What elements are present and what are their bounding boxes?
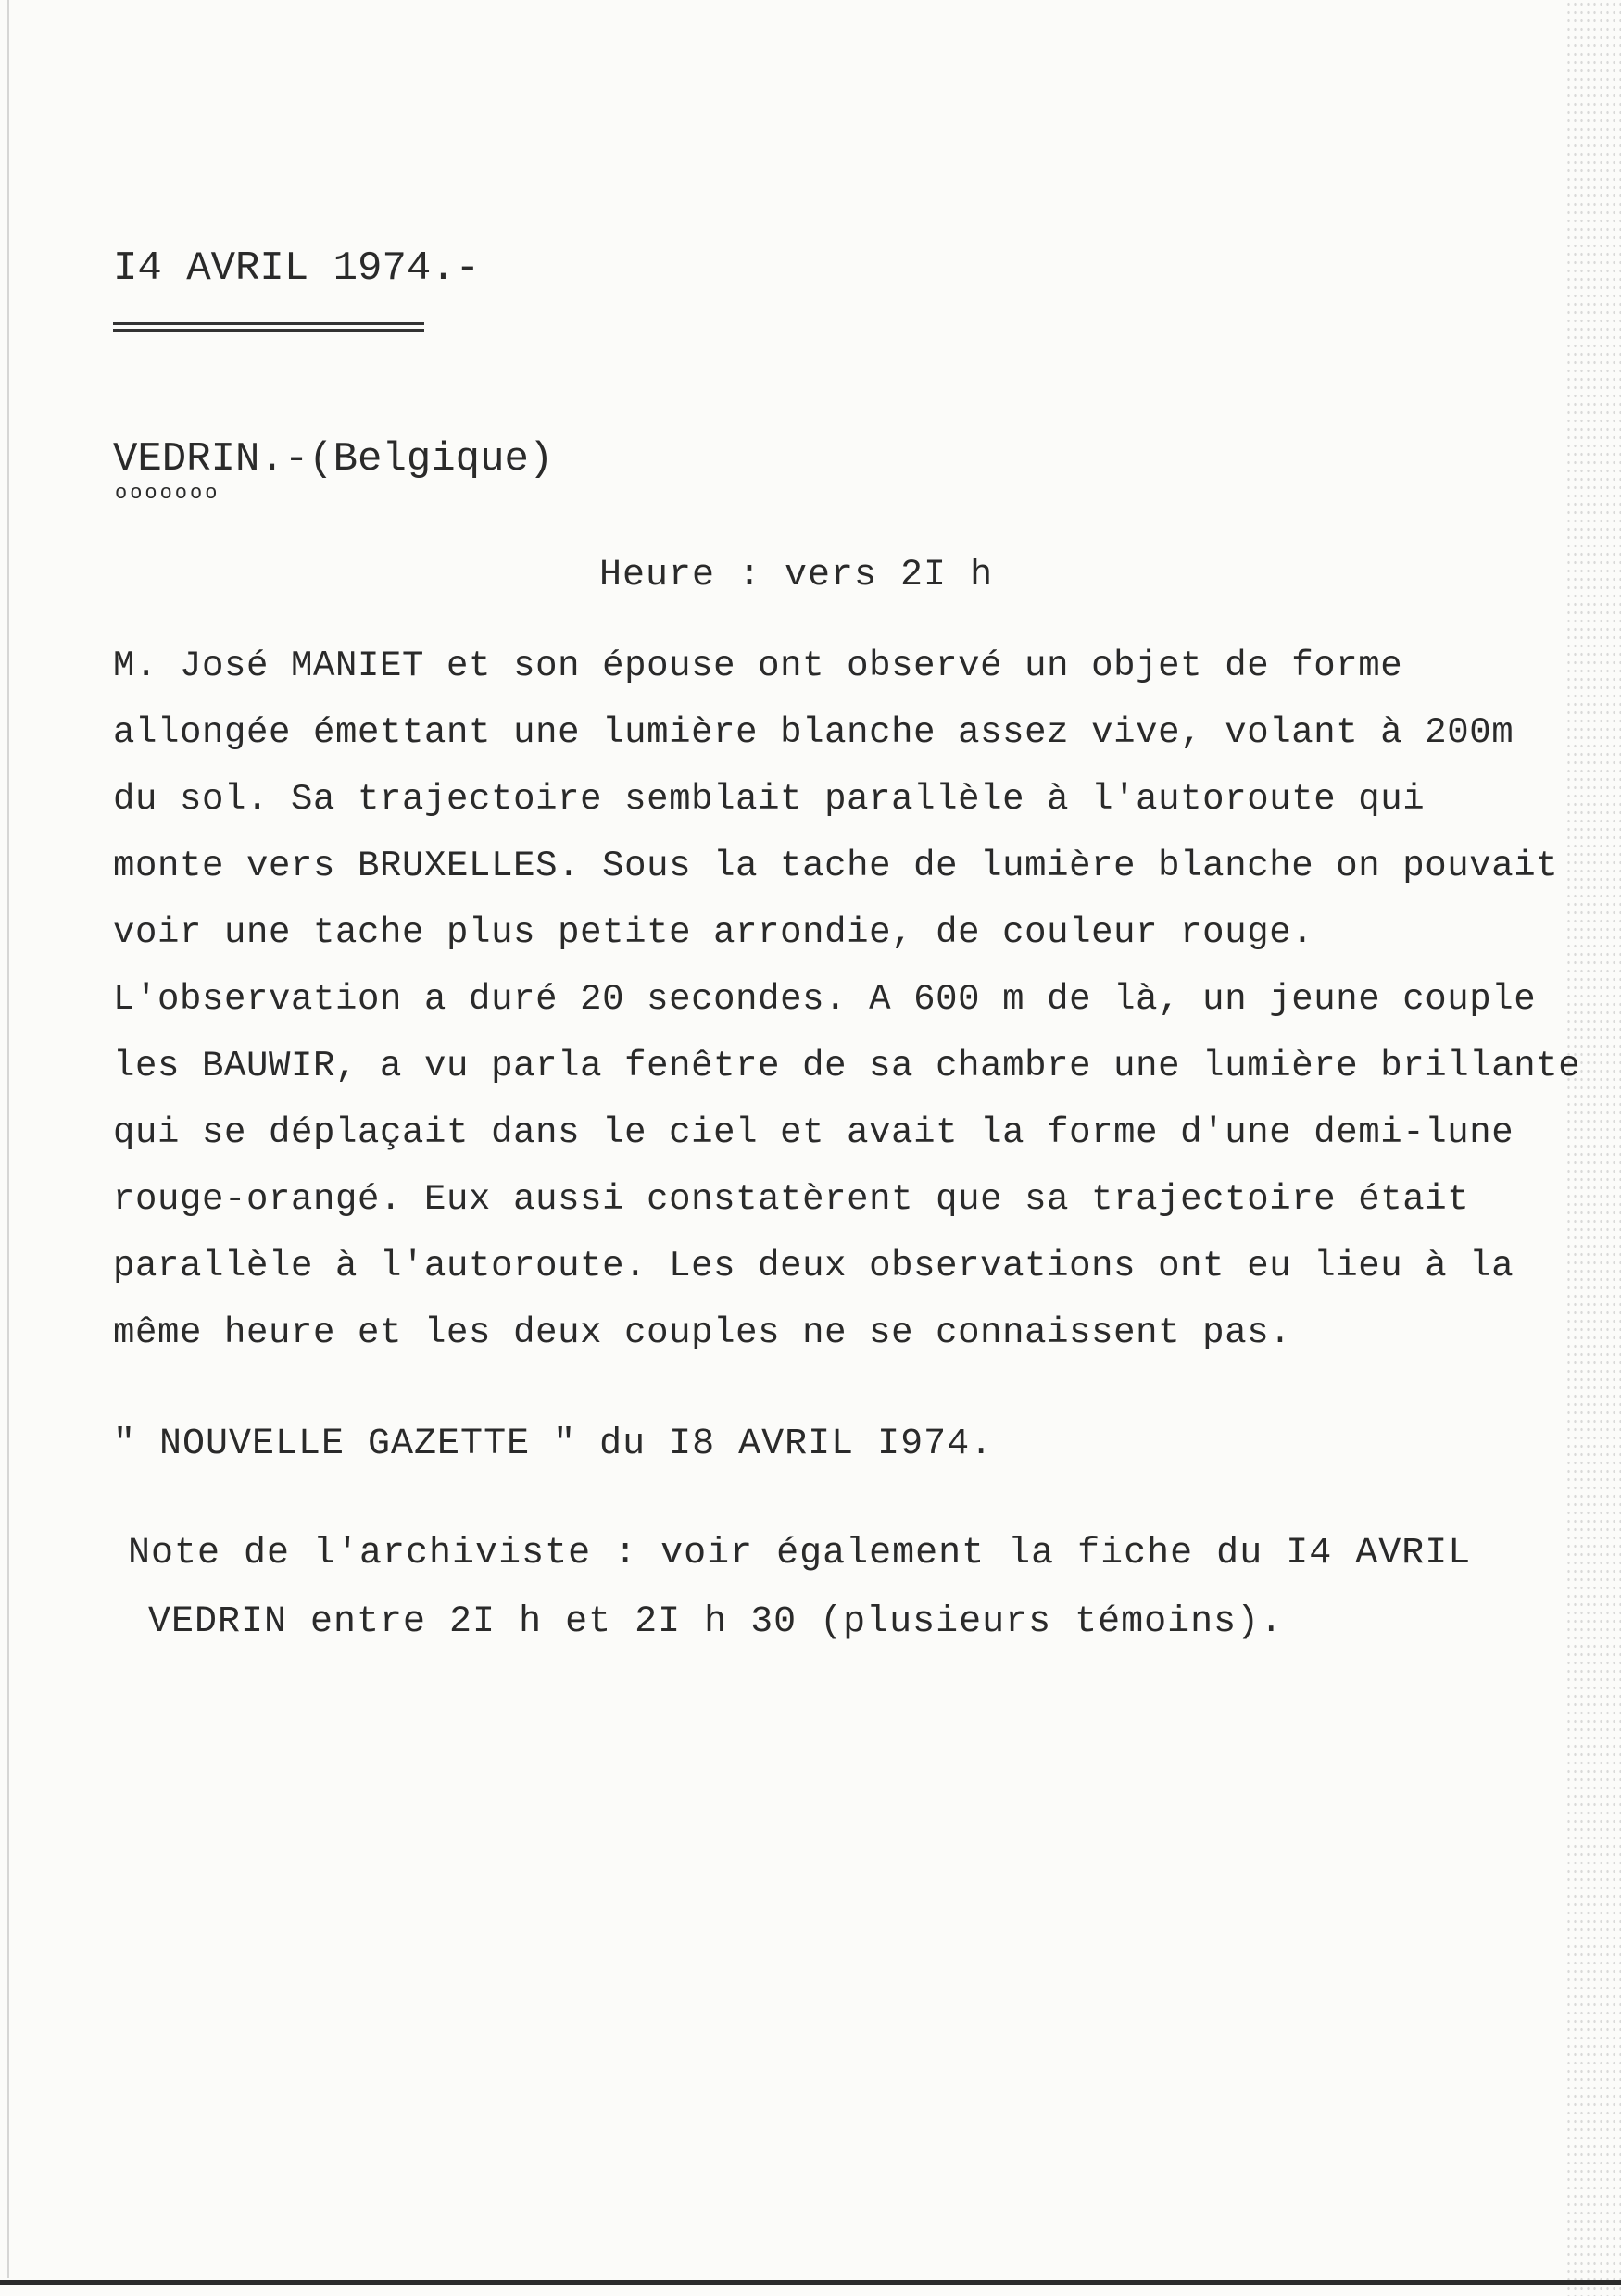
report-line: du sol. Sa trajectoire semblait parallèle à l'autoroute qui — [113, 779, 1426, 820]
report-line: parallèle à l'autoroute. Les deux observations ont eu lieu à la — [113, 1246, 1514, 1286]
document-date-heading: I4 AVRIL 1974.- — [113, 245, 481, 292]
report-line: L'observation a duré 20 secondes. A 600 m de là, un jeune couple — [113, 979, 1537, 1020]
report-line: monte vers BRUXELLES. Sous la tache de lumière blanche on pouvait — [113, 846, 1559, 886]
heading-underline — [113, 322, 424, 325]
report-line: qui se déplaçait dans le ciel et avait la forme d'une demi-lune — [113, 1112, 1514, 1153]
location-underline: ooooooo — [115, 482, 220, 505]
report-line: même heure et les deux couples ne se connaissent pas. — [113, 1312, 1292, 1353]
newspaper-source: " NOUVELLE GAZETTE " du I8 AVRIL I974. — [113, 1424, 994, 1465]
archivist-note-line-1: Note de l'archiviste : voir également la fiche du I4 AVRIL — [128, 1533, 1472, 1575]
scan-bottom-edge — [0, 2280, 1621, 2285]
report-line: allongée émettant une lumière blanche assez vive, volant à 200m — [113, 712, 1514, 753]
location-heading: VEDRIN.-(Belgique) — [113, 436, 554, 483]
scan-right-noise — [1565, 0, 1621, 2296]
report-line: voir une tache plus petite arrondie, de couleur rouge. — [113, 912, 1314, 953]
report-line: rouge-orangé. Eux aussi constatèrent que sa trajectoire était — [113, 1179, 1470, 1220]
observation-time: Heure : vers 2I h — [599, 555, 994, 596]
report-line: les BAUWIR, a vu parla fenêtre de sa chambre une lumière brillante — [113, 1046, 1581, 1086]
heading-underline-second — [113, 329, 424, 332]
scan-left-edge — [7, 0, 9, 2278]
report-line: M. José MANIET et son épouse ont observé un objet de forme — [113, 646, 1403, 686]
archivist-note-line-2: VEDRIN entre 2I h et 2I h 30 (plusieurs témoins). — [148, 1601, 1284, 1643]
